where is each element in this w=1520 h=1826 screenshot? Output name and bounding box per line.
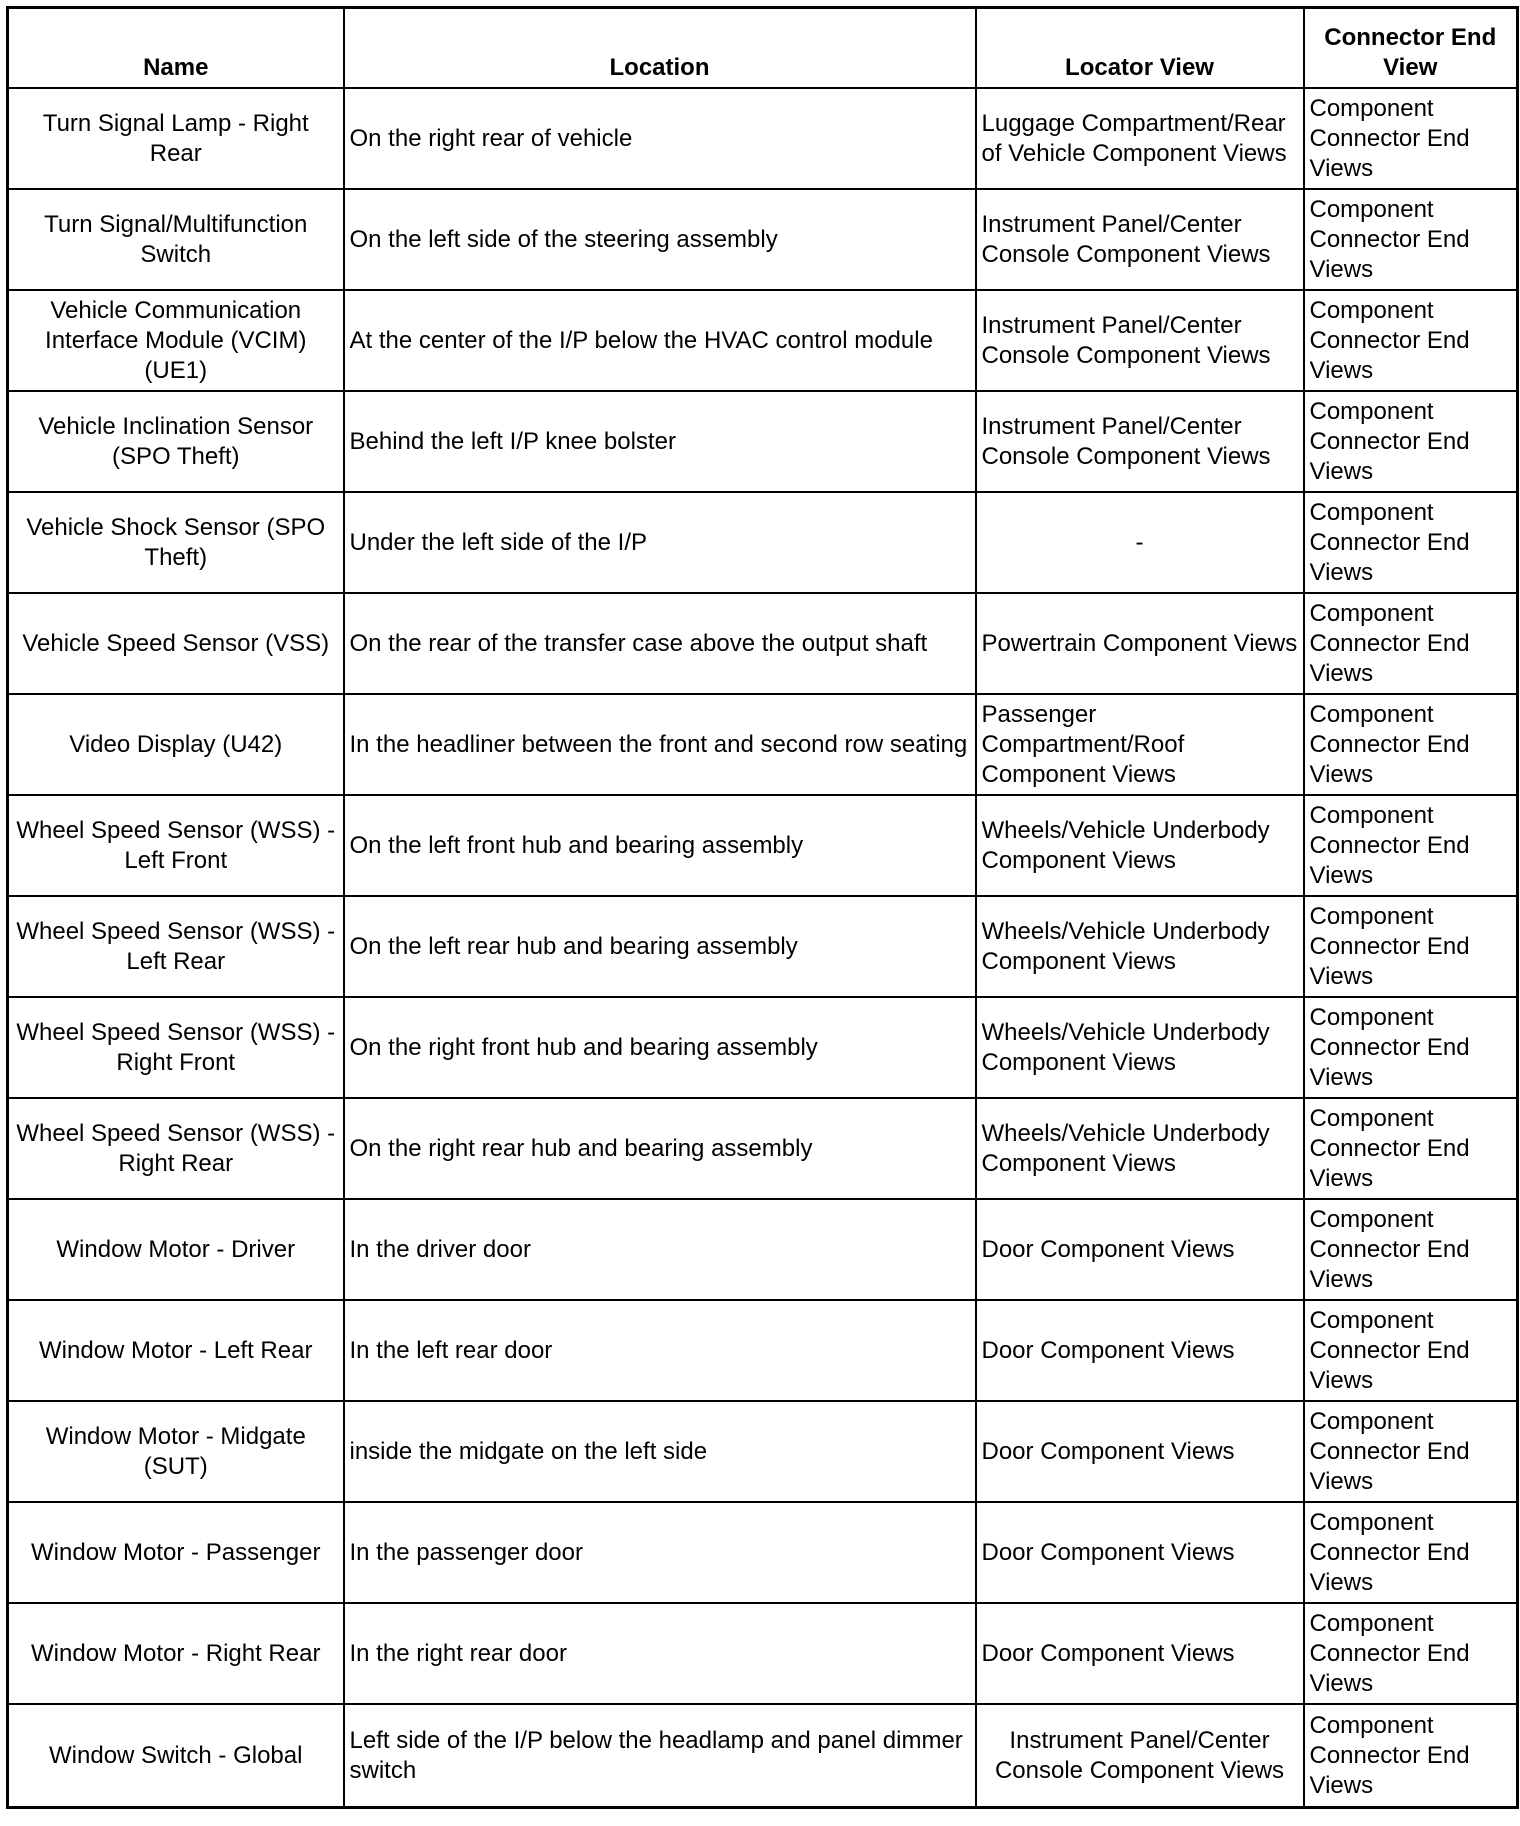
locator-view-cell: Door Component Views [976,1199,1304,1300]
locator-view-cell: Door Component Views [976,1502,1304,1603]
location-cell: Left side of the I/P below the headlamp and panel dimmer switch [344,1704,976,1808]
locator-view-cell: Door Component Views [976,1300,1304,1401]
header-connector-end-view: Connector End View [1304,8,1518,89]
component-name-cell: Wheel Speed Sensor (WSS) - Right Rear [8,1098,344,1199]
locator-view-cell: Wheels/Vehicle Underbody Component Views [976,896,1304,997]
location-cell: Under the left side of the I/P [344,492,976,593]
connector-end-view-cell: Component Connector End Views [1304,492,1518,593]
locator-view-cell: Wheels/Vehicle Underbody Component Views [976,997,1304,1098]
locator-view-cell: Wheels/Vehicle Underbody Component Views [976,1098,1304,1199]
connector-end-view-cell: Component Connector End Views [1304,997,1518,1098]
connector-end-view-cell: Component Connector End Views [1304,189,1518,290]
location-cell: At the center of the I/P below the HVAC control module [344,290,976,391]
location-cell: On the right rear of vehicle [344,88,976,189]
locator-view-cell: Instrument Panel/Center Console Component Views [976,391,1304,492]
table-row [8,189,1518,290]
locator-view-cell: Door Component Views [976,1401,1304,1502]
connector-end-view-cell: Component Connector End Views [1304,1704,1518,1808]
component-name-cell: Window Motor - Driver [8,1199,344,1300]
connector-end-view-cell: Component Connector End Views [1304,391,1518,492]
component-name-cell: Wheel Speed Sensor (WSS) - Left Rear [8,896,344,997]
table-header-row [8,8,1518,89]
component-name-cell: Turn Signal/Multifunction Switch [8,189,344,290]
location-cell: On the left rear hub and bearing assembly [344,896,976,997]
connector-end-view-cell: Component Connector End Views [1304,1098,1518,1199]
locator-view-cell: - [976,492,1304,593]
header-location: Location [344,8,976,89]
table-row [8,1603,1518,1704]
locator-view-cell: Instrument Panel/Center Console Component Views [976,1704,1304,1808]
connector-end-view-cell: Component Connector End Views [1304,290,1518,391]
table-row [8,391,1518,492]
location-cell: In the passenger door [344,1502,976,1603]
location-cell: In the left rear door [344,1300,976,1401]
connector-end-view-cell: Component Connector End Views [1304,1502,1518,1603]
component-name-cell: Wheel Speed Sensor (WSS) - Right Front [8,997,344,1098]
table-row [8,492,1518,593]
component-locator-table [6,6,1519,1809]
component-name-cell: Video Display (U42) [8,694,344,795]
table-row [8,997,1518,1098]
component-name-cell: Vehicle Inclination Sensor (SPO Theft) [8,391,344,492]
table-body [8,88,1518,1808]
table-row [8,88,1518,189]
component-name-cell: Vehicle Speed Sensor (VSS) [8,593,344,694]
locator-view-cell: Luggage Compartment/Rear of Vehicle Component Views [976,88,1304,189]
location-cell: In the right rear door [344,1603,976,1704]
component-name-cell: Wheel Speed Sensor (WSS) - Left Front [8,795,344,896]
location-cell: On the right rear hub and bearing assembly [344,1098,976,1199]
connector-end-view-cell: Component Connector End Views [1304,1603,1518,1704]
table-row [8,795,1518,896]
locator-view-cell: Powertrain Component Views [976,593,1304,694]
table-row [8,1300,1518,1401]
header-name: Name [8,8,344,89]
locator-view-cell: Wheels/Vehicle Underbody Component Views [976,795,1304,896]
connector-end-view-cell: Component Connector End Views [1304,1300,1518,1401]
connector-end-view-cell: Component Connector End Views [1304,795,1518,896]
component-name-cell: Window Motor - Passenger [8,1502,344,1603]
location-cell: On the left front hub and bearing assembly [344,795,976,896]
table-row [8,896,1518,997]
connector-end-view-cell: Component Connector End Views [1304,1199,1518,1300]
connector-end-view-cell: Component Connector End Views [1304,1401,1518,1502]
location-cell: On the right front hub and bearing assembly [344,997,976,1098]
locator-view-cell: Door Component Views [976,1603,1304,1704]
table-row [8,1401,1518,1502]
component-name-cell: Window Switch - Global [8,1704,344,1808]
location-cell: On the rear of the transfer case above the output shaft [344,593,976,694]
location-cell: On the left side of the steering assembly [344,189,976,290]
table-row [8,1199,1518,1300]
connector-end-view-cell: Component Connector End Views [1304,694,1518,795]
component-name-cell: Window Motor - Midgate (SUT) [8,1401,344,1502]
connector-end-view-cell: Component Connector End Views [1304,88,1518,189]
table-row [8,1098,1518,1199]
location-cell: In the headliner between the front and second row seating [344,694,976,795]
locator-view-cell: Passenger Compartment/Roof Component Views [976,694,1304,795]
connector-end-view-cell: Component Connector End Views [1304,896,1518,997]
locator-view-cell: Instrument Panel/Center Console Component Views [976,290,1304,391]
table-row [8,1704,1518,1808]
location-cell: inside the midgate on the left side [344,1401,976,1502]
component-name-cell: Window Motor - Left Rear [8,1300,344,1401]
connector-end-view-cell: Component Connector End Views [1304,593,1518,694]
location-cell: In the driver door [344,1199,976,1300]
component-name-cell: Vehicle Communication Interface Module (VCIM) (UE1) [8,290,344,391]
component-name-cell: Vehicle Shock Sensor (SPO Theft) [8,492,344,593]
table-row [8,593,1518,694]
table-row [8,1502,1518,1603]
table-row [8,694,1518,795]
component-name-cell: Window Motor - Right Rear [8,1603,344,1704]
header-locator-view: Locator View [976,8,1304,89]
locator-view-cell: Instrument Panel/Center Console Component Views [976,189,1304,290]
table-row [8,290,1518,391]
component-name-cell: Turn Signal Lamp - Right Rear [8,88,344,189]
location-cell: Behind the left I/P knee bolster [344,391,976,492]
